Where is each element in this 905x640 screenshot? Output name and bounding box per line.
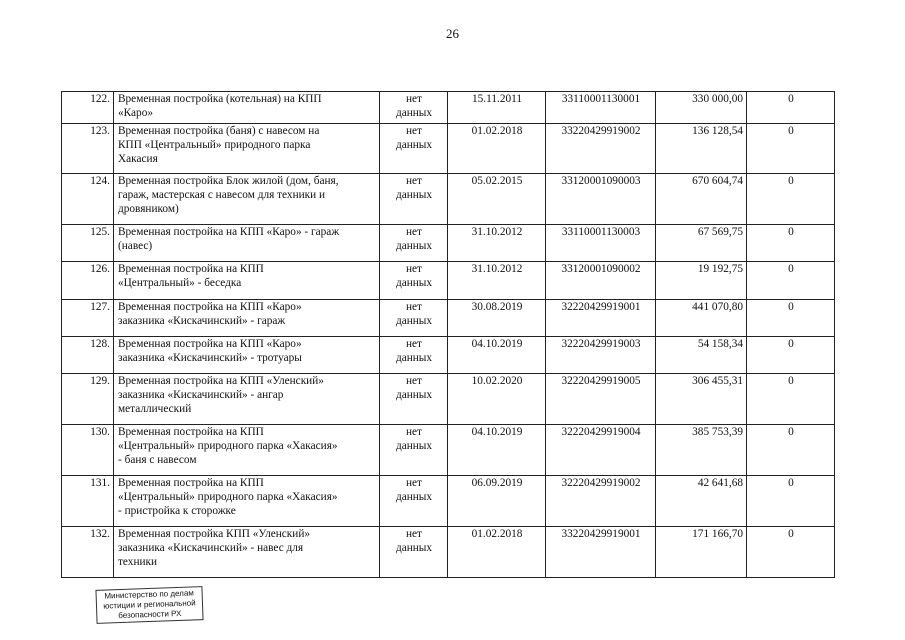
residual-value: 0: [747, 300, 835, 337]
date-cell: 30.08.2019: [448, 300, 546, 337]
date-cell: 15.11.2011: [448, 92, 546, 124]
status-cell: [380, 337, 448, 374]
row-number: 125.: [62, 225, 114, 262]
cell-line: заказника «Кискачинский» - гараж: [118, 315, 286, 327]
inventory-code: 33220429919001: [546, 527, 656, 578]
cell-line: «Каро»: [118, 107, 153, 119]
residual-value: 0: [747, 425, 835, 476]
date-cell: 06.09.2019: [448, 476, 546, 527]
status-cell: [380, 527, 448, 578]
cell-line: заказника «Кискачинский» - навес для: [118, 542, 304, 554]
inventory-code: 33220429919002: [546, 124, 656, 174]
table-row: [62, 425, 835, 476]
cell-line: данных: [395, 315, 433, 327]
cell-line: данных: [395, 352, 433, 364]
cell-line: данных: [395, 277, 433, 289]
cell-line: (навес): [118, 240, 153, 252]
object-name: [114, 225, 380, 262]
object-name: [114, 124, 380, 174]
inventory-code: 33120001090003: [546, 174, 656, 225]
cell-line: Временная постройка (баня) с навесом на: [118, 125, 320, 137]
residual-value: 0: [747, 124, 835, 174]
table-row: [62, 300, 835, 337]
cell-line: Временная постройка на КПП «Каро» - гараж: [118, 226, 340, 238]
cell-line: нет: [406, 175, 422, 187]
cell-line: данных: [395, 139, 433, 151]
cell-line: Временная постройка Блок жилой (дом, баня,: [118, 175, 339, 187]
inventory-code: 33110001130001: [546, 92, 656, 124]
inventory-code: 32220429919002: [546, 476, 656, 527]
cell-line: нет: [406, 426, 422, 438]
object-name: [114, 527, 380, 578]
cell-line: Временная постройка (котельная) на КПП: [118, 93, 322, 105]
cell-line: Хакасия: [118, 153, 158, 165]
table-row: [62, 337, 835, 374]
inventory-code: 33120001090002: [546, 262, 656, 300]
row-number: 130.: [62, 425, 114, 476]
residual-value: 0: [747, 374, 835, 425]
date-cell: 04.10.2019: [448, 337, 546, 374]
cell-line: Временная постройка на КПП: [118, 263, 264, 275]
cell-line: данных: [395, 440, 433, 452]
status-cell: [380, 476, 448, 527]
table-row: [62, 174, 835, 225]
amount-cell: 42 641,68: [656, 476, 747, 527]
stamp-line: Министерство по делам: [104, 588, 194, 601]
cell-line: нет: [406, 477, 422, 489]
row-number: 126.: [62, 262, 114, 300]
table-row: [62, 262, 835, 300]
cell-line: КПП «Центральный» природного парка: [118, 139, 311, 151]
cell-line: данных: [395, 240, 433, 252]
status-cell: [380, 225, 448, 262]
cell-line: техники: [118, 556, 158, 568]
date-cell: 01.02.2018: [448, 527, 546, 578]
row-number: 132.: [62, 527, 114, 578]
inventory-code: 32220429919004: [546, 425, 656, 476]
amount-cell: 19 192,75: [656, 262, 747, 300]
registry-table-body: [62, 92, 835, 578]
cell-line: Временная постройка на КПП «Каро»: [118, 338, 302, 350]
inventory-code: 32220429919001: [546, 300, 656, 337]
row-number: 129.: [62, 374, 114, 425]
cell-line: данных: [395, 491, 433, 503]
date-cell: 31.10.2012: [448, 262, 546, 300]
cell-line: нет: [406, 93, 422, 105]
status-cell: [380, 262, 448, 300]
row-number: 128.: [62, 337, 114, 374]
object-name: [114, 374, 380, 425]
cell-line: «Центральный» - беседка: [118, 277, 242, 289]
row-number: 124.: [62, 174, 114, 225]
amount-cell: 171 166,70: [656, 527, 747, 578]
object-name: [114, 425, 380, 476]
amount-cell: 67 569,75: [656, 225, 747, 262]
amount-cell: 385 753,39: [656, 425, 747, 476]
cell-line: нет: [406, 226, 422, 238]
inventory-code: 32220429919003: [546, 337, 656, 374]
inventory-code: 33110001130003: [546, 225, 656, 262]
registry-table: [61, 91, 835, 578]
cell-line: дровяником): [118, 203, 179, 215]
cell-line: гараж, мастерская с навесом для техники и: [118, 189, 326, 201]
object-name: [114, 262, 380, 300]
residual-value: 0: [747, 337, 835, 374]
inventory-code: 32220429919005: [546, 374, 656, 425]
cell-line: нет: [406, 375, 422, 387]
cell-line: - баня с навесом: [118, 454, 197, 466]
cell-line: нет: [406, 338, 422, 350]
amount-cell: 670 604,74: [656, 174, 747, 225]
cell-line: Временная постройка КПП «Уленский»: [118, 528, 311, 540]
object-name: [114, 476, 380, 527]
cell-line: данных: [395, 189, 433, 201]
cell-line: заказника «Кискачинский» - тротуары: [118, 352, 302, 364]
cell-line: нет: [406, 263, 422, 275]
cell-line: Временная постройка на КПП: [118, 426, 264, 438]
object-name: [114, 174, 380, 225]
cell-line: данных: [395, 389, 433, 401]
date-cell: 05.02.2015: [448, 174, 546, 225]
row-number: 127.: [62, 300, 114, 337]
row-number: 131.: [62, 476, 114, 527]
residual-value: 0: [747, 262, 835, 300]
residual-value: 0: [747, 476, 835, 527]
cell-line: Временная постройка на КПП: [118, 477, 264, 489]
status-cell: [380, 92, 448, 124]
table-row: [62, 124, 835, 174]
residual-value: 0: [747, 92, 835, 124]
amount-cell: 306 455,31: [656, 374, 747, 425]
date-cell: 31.10.2012: [448, 225, 546, 262]
table-row: [62, 374, 835, 425]
cell-line: заказника «Кискачинский» - ангар: [118, 389, 284, 401]
table-row: [62, 92, 835, 124]
cell-line: данных: [395, 107, 433, 119]
table-row: [62, 527, 835, 578]
row-number: 122.: [62, 92, 114, 124]
object-name: [114, 300, 380, 337]
date-cell: 04.10.2019: [448, 425, 546, 476]
object-name: [114, 92, 380, 124]
amount-cell: 441 070,80: [656, 300, 747, 337]
cell-line: нет: [406, 528, 422, 540]
table-row: [62, 476, 835, 527]
date-cell: 10.02.2020: [448, 374, 546, 425]
status-cell: [380, 374, 448, 425]
status-cell: [380, 174, 448, 225]
amount-cell: 330 000,00: [656, 92, 747, 124]
stamp-line: юстиции и региональной: [103, 598, 196, 611]
cell-line: «Центральный» природного парка «Хакасия»: [118, 440, 338, 452]
residual-value: 0: [747, 527, 835, 578]
amount-cell: 54 158,34: [656, 337, 747, 374]
row-number: 123.: [62, 124, 114, 174]
cell-line: металлический: [118, 403, 192, 415]
amount-cell: 136 128,54: [656, 124, 747, 174]
cell-line: нет: [406, 301, 422, 313]
residual-value: 0: [747, 225, 835, 262]
object-name: [114, 337, 380, 374]
date-cell: 01.02.2018: [448, 124, 546, 174]
table-row: [62, 225, 835, 262]
ministry-stamp: [95, 586, 203, 624]
page-number: 26: [446, 26, 459, 41]
cell-line: «Центральный» природного парка «Хакасия»: [118, 491, 338, 503]
cell-line: Временная постройка на КПП «Уленский»: [118, 375, 324, 387]
cell-line: нет: [406, 125, 422, 137]
status-cell: [380, 300, 448, 337]
stamp-line: безопасности РХ: [118, 608, 182, 621]
residual-value: 0: [747, 174, 835, 225]
status-cell: [380, 425, 448, 476]
cell-line: данных: [395, 542, 433, 554]
cell-line: - пристройка к сторожке: [118, 505, 236, 517]
cell-line: Временная постройка на КПП «Каро»: [118, 301, 302, 313]
status-cell: [380, 124, 448, 174]
